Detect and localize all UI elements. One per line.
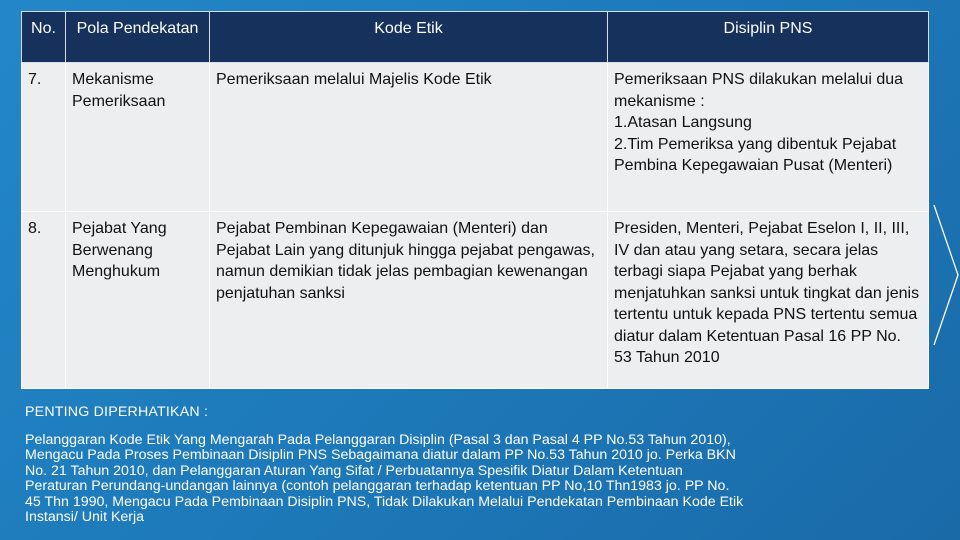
cell-disiplin [608,212,929,389]
cell-pola: Pejabat Yang Berwenang Menghukum [66,212,210,389]
chevron-right-icon [928,205,960,345]
table-row [22,212,929,389]
cell-disiplin [608,63,929,212]
header-no: No. [22,12,66,63]
cell-disiplin-line: 2.Tim Pemeriksa yang dibentuk Pejabat Pembina Kepegawaian Pusat (Menteri) [614,135,897,174]
cell-kode-etik: Pemeriksaan melalui Majelis Kode Etik [210,63,608,212]
cell-disiplin-line: Presiden, Menteri, Pejabat Eselon I, II, III, IV dan atau yang setara, secara jelas terbagi siapa Pejabat yang berhak menjatuhkan sanksi untuk tingkat dan jenis tertentu untuk kepada PNS tertentu semua diatur dalam Ketentuan Pasal 16 PP No. 53 Tahun 2010 [614,220,920,366]
header-pola-pendekatan: Pola Pendekatan [66,12,210,63]
important-note [25,405,745,526]
cell-no: 8. [22,212,66,389]
cell-kode-etik: Pejabat Pembinan Kepegawaian (Menteri) dan Pejabat Lain yang ditunjuk hingga pejabat pengawas, namun demikian tidak jelas pembagian kewenangan penjatuhan sanksi [210,212,608,389]
note-body: Pelanggaran Kode Etik Yang Mengarah Pada Pelanggaran Disiplin (Pasal 3 dan Pasal 4 PP No.53 Tahun 2010), Mengacu Pada Proses Pembinaan Disiplin PNS Sebagaimana diatur dalam PP No.53 Tahun 2010 jo. Perka BKN No. 21 Tahun 2010, dan Pelanggaran Aturan Yang Sifat / Perbuatannya Spesifik Diatur Dalam Ketentuan Peraturan Perundang-undangan lainnya (contoh pelanggaran terhadap ketentuan PP No,10 Thn1983 jo. PP No. 45 Thn 1990, Mengacu Pada Pembinaan Disiplin PNS, Tidak Dilakukan Melalui Pendekatan Pembinaan Kode Etik Instansi/ Unit Kerja [25,431,744,525]
cell-disiplin-line: Pemeriksaan PNS dilakukan melalui dua mekanisme : [614,71,904,110]
note-title: PENTING DIPERHATIKAN : [25,404,209,420]
cell-no: 7. [22,63,66,212]
table-header-row [22,12,929,63]
header-kode-etik: Kode Etik [210,12,608,63]
comparison-table [21,11,929,389]
table-row [22,63,929,212]
cell-pola: Mekanisme Pemeriksaan [66,63,210,212]
cell-disiplin-line: 1.Atasan Langsung [614,114,752,131]
header-disiplin-pns: Disiplin PNS [608,12,929,63]
